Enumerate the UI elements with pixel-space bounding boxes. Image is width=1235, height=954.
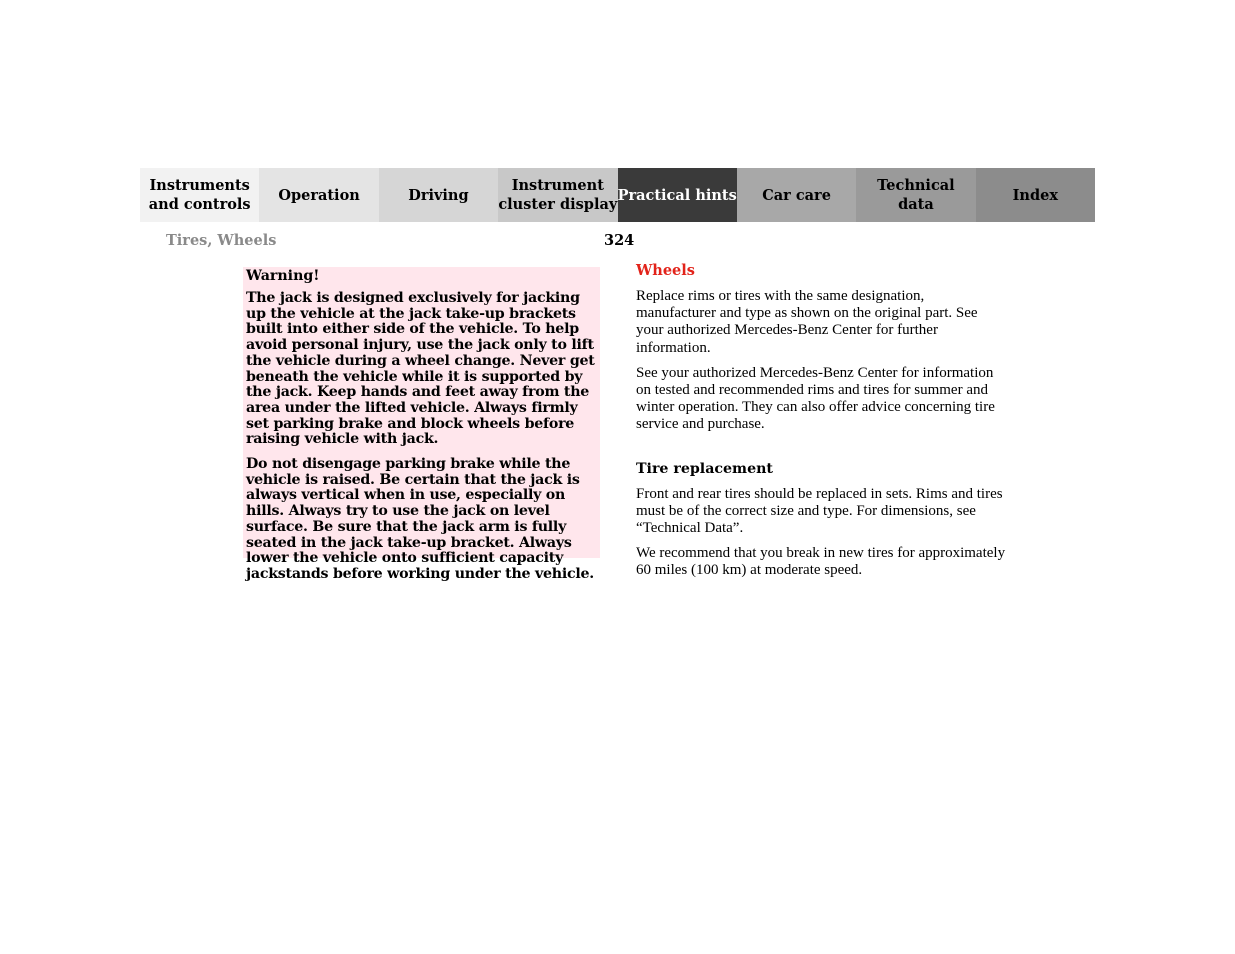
chapter-navigation-bar bbox=[140, 168, 1095, 222]
tab-car-care[interactable]: Car care bbox=[737, 168, 856, 222]
tab-driving[interactable]: Driving bbox=[379, 168, 498, 222]
page-number: 324 bbox=[604, 232, 635, 249]
body-paragraph: See your authorized Mercedes-Benz Center for information on tested and recommended rims and tires for summer and winter operation. They can also offer advice concerning tire service and purchase. bbox=[636, 364, 995, 433]
content-column bbox=[636, 262, 1006, 588]
tab-technical-data[interactable]: Technical data bbox=[856, 168, 975, 222]
body-paragraph: Front and rear tires should be replaced in sets. Rims and tires must be of the correct size and type. For dimensions, see “Technical Data”. bbox=[636, 485, 1003, 537]
warning-box bbox=[243, 267, 600, 582]
warning-paragraph: The jack is designed exclusively for jacking up the vehicle at the jack take-up brackets built into either side of the vehicle. To help avoid personal injury, use the jack only to lift the vehicle during a wheel change. Never get beneath the vehicle while it is supported by the jack. Keep hands and feet away from the area under the lifted vehicle. Always firmly set parking brake and block wheels before raising vehicle with jack. bbox=[246, 290, 595, 448]
body-paragraph: Replace rims or tires with the same designation, manufacturer and type as shown on the original part. See your authorized Mercedes-Benz Center for further information. bbox=[636, 288, 978, 356]
wheels-heading: Wheels bbox=[636, 262, 695, 279]
warning-paragraph: Do not disengage parking brake while the vehicle is raised. Be certain that the jack is always vertical when in use, especially on hills. Always try to use the jack on level surface. Be sure that the jack arm is fully seated in the jack take-up bracket. Always lower the vehicle onto sufficient capacity jackstands before working under the vehicle. bbox=[246, 456, 594, 582]
tab-practical-hints[interactable]: Practical hints bbox=[618, 168, 737, 222]
tire-replacement-heading: Tire replacement bbox=[636, 460, 773, 477]
tab-instruments-and-controls[interactable]: Instruments and controls bbox=[140, 168, 259, 222]
body-paragraph: We recommend that you break in new tires for approximately 60 miles (100 km) at moderate speed. bbox=[636, 545, 1006, 579]
tab-index[interactable]: Index bbox=[976, 168, 1095, 222]
tab-instrument-cluster-display[interactable]: Instrument cluster display bbox=[498, 168, 617, 222]
warning-title: Warning! bbox=[246, 268, 320, 284]
tab-operation[interactable]: Operation bbox=[259, 168, 378, 222]
section-title: Tires, Wheels bbox=[166, 232, 277, 249]
